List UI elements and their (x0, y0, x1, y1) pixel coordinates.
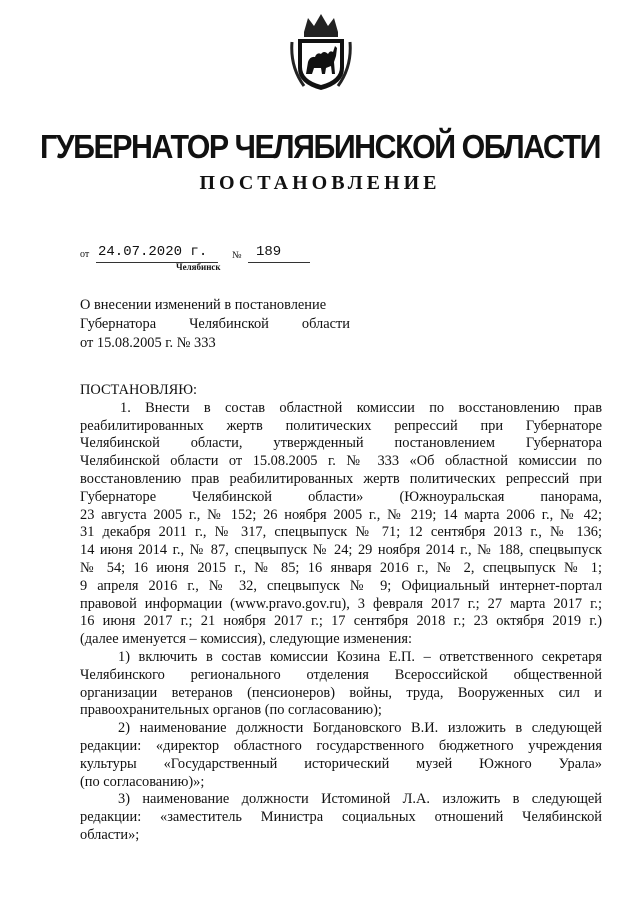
governor-title: ГУБЕРНАТОР ЧЕЛЯБИНСКОЙ ОБЛАСТИ (40, 128, 600, 165)
body-line: Губернаторе Челябинской области» (Южноуральская панорама, (80, 488, 602, 505)
body-line: 14 июня 2014 г., № 87, спецвыпуск № 24; 29 ноября 2014 г., № 188, спецвыпуск (80, 542, 602, 559)
number-underline (248, 262, 310, 263)
body-line: (далее именуется – комиссия), следующие изменения: (80, 631, 412, 648)
body-line: организации ветеранов (пенсионеров) войны, труда, Вооруженных сил и (80, 684, 602, 701)
subject-line: О внесении изменений в постановление (80, 297, 327, 313)
body-line: области»; (80, 826, 140, 843)
chelyabinsk-coat-of-arms-icon (290, 12, 352, 92)
body-line: № 54; 16 июня 2015 г., № 85; 16 января 2016 г., № 2, спецвыпуск № 1; (80, 559, 602, 576)
body-line: 1) включить в состав комиссии Козина Е.П. – ответственного секретаря (118, 648, 602, 665)
body-line: 2) наименование должности Богдановского В.И. изложить в следующей (118, 720, 602, 737)
body-line: 16 июня 2017 г.; 21 ноября 2017 г.; 17 сентября 2018 г.; 23 октября 2019 г.) (80, 613, 602, 630)
date-prefix: от (80, 249, 90, 260)
document-date: 24.07.2020 г. (98, 244, 208, 260)
body-line: культуры «Государственный исторический музей Южного Урала» (80, 755, 602, 772)
body-line: 1. Внести в состав областной комиссии по восстановлению прав (120, 399, 602, 416)
body-heading: ПОСТАНОВЛЯЮ: (80, 382, 198, 398)
document-kind: ПОСТАНОВЛЕНИЕ (199, 172, 441, 194)
body-line: 3) наименование должности Истоминой Л.А. изложить в следующей (118, 791, 602, 808)
body-line: восстановлению прав реабилитированных жертв политических репрессий при (80, 470, 602, 487)
body-line: правоохранительных органов (по согласованию); (80, 702, 382, 719)
number-prefix: № (232, 250, 242, 261)
document-number: 189 (256, 244, 282, 260)
body-line: реабилитированных жертв политических репрессий при Губернаторе (80, 417, 602, 434)
body-line: 31 декабря 2011 г., № 317, спецвыпуск № 71; 12 сентября 2013 г., № 136; (80, 524, 602, 541)
subject-line: Губернатора Челябинской области (80, 316, 350, 332)
body-line: Челябинской области от 15.08.2005 г. № 333 «Об областной комиссии по (80, 453, 602, 470)
body-line: редакции: «заместитель Министра социальных отношений Челябинской (80, 809, 602, 826)
body-line: редакции: «директор областного государственного бюджетного учреждения (80, 737, 602, 754)
body-line: 9 апреля 2016 г., № 32, спецвыпуск № 9; Официальный интернет-портал (80, 577, 602, 594)
body-line: 23 августа 2005 г., № 152; 26 ноября 2005 г., № 219; 14 марта 2006 г., № 42; (80, 506, 602, 523)
document-body (80, 382, 602, 845)
body-line: правовой информации (www.pravo.gov.ru), 3 февраля 2017 г.; 27 марта 2017 г.; (80, 595, 602, 612)
subject-line: от 15.08.2005 г. № 333 (80, 335, 216, 351)
body-line: (по согласованию)»; (80, 773, 205, 790)
body-line: Челябинского регионального отделения Всероссийской общественной (80, 666, 602, 683)
city-label: Челябинск (176, 262, 221, 272)
document-subject (80, 296, 350, 353)
body-line: Челябинской области, утвержденный постановлением Губернатора (80, 435, 602, 452)
